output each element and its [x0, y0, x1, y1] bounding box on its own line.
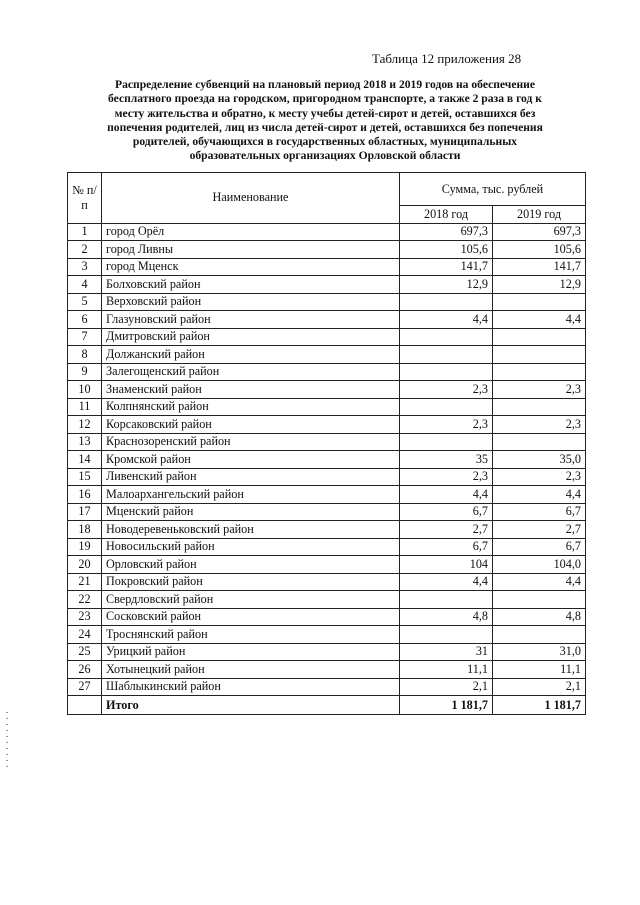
row-num: 6	[68, 311, 102, 329]
row-num: 3	[68, 258, 102, 276]
row-value-2018: 35	[400, 451, 493, 469]
header-name: Наименование	[102, 173, 400, 224]
table-caption: Таблица 12 приложения 28	[372, 51, 522, 66]
table-row	[68, 451, 586, 469]
row-value-2018	[400, 433, 493, 451]
row-value-2018	[400, 591, 493, 609]
row-value-2019: 2,3	[493, 416, 586, 434]
row-name: город Мценск	[102, 258, 400, 276]
row-num: 12	[68, 416, 102, 434]
row-value-2018: 4,8	[400, 608, 493, 626]
row-value-2018: 6,7	[400, 538, 493, 556]
row-value-2018: 2,7	[400, 521, 493, 539]
row-value-2019	[493, 346, 586, 364]
row-value-2018	[400, 293, 493, 311]
row-value-2019: 104,0	[493, 556, 586, 574]
table-row	[68, 503, 586, 521]
row-name: Верховский район	[102, 293, 400, 311]
table-row	[68, 468, 586, 486]
row-value-2019: 4,4	[493, 311, 586, 329]
row-value-2019: 141,7	[493, 258, 586, 276]
title-line: месту жительства и обратно, к месту учебы детей-сирот и детей, оставшихся без	[114, 106, 536, 120]
table-row	[68, 661, 586, 679]
row-value-2018: 4,4	[400, 311, 493, 329]
table-row	[68, 293, 586, 311]
row-value-2019	[493, 398, 586, 416]
row-value-2018: 2,3	[400, 468, 493, 486]
table-row	[68, 223, 586, 241]
row-value-2018	[400, 328, 493, 346]
row-name: Малоархангельский район	[102, 486, 400, 504]
row-name: Болховский район	[102, 276, 400, 294]
row-name: Глазуновский район	[102, 311, 400, 329]
row-value-2018	[400, 626, 493, 644]
row-num: 11	[68, 398, 102, 416]
row-name: Краснозоренский район	[102, 433, 400, 451]
title-line: попечения родителей, лиц из числа детей-сирот и детей, оставшихся без попечения	[107, 120, 543, 134]
table-row	[68, 363, 586, 381]
row-name: Свердловский район	[102, 591, 400, 609]
document-title	[70, 78, 580, 164]
row-num: 10	[68, 381, 102, 399]
row-value-2019: 4,4	[493, 573, 586, 591]
row-name: Урицкий район	[102, 643, 400, 661]
row-name: Сосковский район	[102, 608, 400, 626]
row-num: 19	[68, 538, 102, 556]
table-row	[68, 556, 586, 574]
table-row	[68, 416, 586, 434]
row-num: 20	[68, 556, 102, 574]
table-row	[68, 486, 586, 504]
table-row	[68, 328, 586, 346]
row-name: Троснянский район	[102, 626, 400, 644]
row-num: 27	[68, 678, 102, 696]
table-row	[68, 538, 586, 556]
row-value-2019	[493, 293, 586, 311]
row-value-2018: 2,1	[400, 678, 493, 696]
table-row	[68, 346, 586, 364]
header-year-2018: 2018 год	[400, 206, 493, 224]
row-value-2018: 2,3	[400, 416, 493, 434]
row-num: 14	[68, 451, 102, 469]
margin-dots	[6, 712, 8, 772]
row-name: Орловский район	[102, 556, 400, 574]
row-value-2019: 6,7	[493, 503, 586, 521]
table-row	[68, 381, 586, 399]
row-value-2018	[400, 398, 493, 416]
row-value-2018: 105,6	[400, 241, 493, 259]
row-value-2018: 11,1	[400, 661, 493, 679]
row-value-2019: 2,7	[493, 521, 586, 539]
table-row	[68, 591, 586, 609]
subvention-table	[67, 172, 586, 715]
row-name: Хотынецкий район	[102, 661, 400, 679]
row-name: Знаменский район	[102, 381, 400, 399]
row-name: город Орёл	[102, 223, 400, 241]
row-value-2019	[493, 433, 586, 451]
row-value-2018: 4,4	[400, 573, 493, 591]
row-num: 21	[68, 573, 102, 591]
row-value-2018	[400, 346, 493, 364]
row-name: Колпнянский район	[102, 398, 400, 416]
row-value-2019: 35,0	[493, 451, 586, 469]
row-num: 22	[68, 591, 102, 609]
row-value-2018: 6,7	[400, 503, 493, 521]
row-name: Дмитровский район	[102, 328, 400, 346]
row-value-2019: 4,8	[493, 608, 586, 626]
total-value-2019: 1 181,7	[493, 696, 586, 715]
row-value-2019: 2,3	[493, 381, 586, 399]
header-num: № п/п	[68, 173, 102, 224]
row-value-2019: 12,9	[493, 276, 586, 294]
row-name: Новосильский район	[102, 538, 400, 556]
row-num: 7	[68, 328, 102, 346]
row-num: 4	[68, 276, 102, 294]
row-value-2018: 4,4	[400, 486, 493, 504]
row-value-2019: 6,7	[493, 538, 586, 556]
row-value-2018: 12,9	[400, 276, 493, 294]
row-value-2018: 2,3	[400, 381, 493, 399]
table-row	[68, 311, 586, 329]
table-row	[68, 276, 586, 294]
row-num: 15	[68, 468, 102, 486]
row-value-2019	[493, 591, 586, 609]
row-name: Шаблыкинский район	[102, 678, 400, 696]
row-value-2019: 11,1	[493, 661, 586, 679]
total-value-2018: 1 181,7	[400, 696, 493, 715]
row-name: Залегощенский район	[102, 363, 400, 381]
row-num: 9	[68, 363, 102, 381]
row-value-2018: 104	[400, 556, 493, 574]
title-line: Распределение субвенций на плановый период 2018 и 2019 годов на обеспечение	[115, 78, 535, 91]
table-row	[68, 573, 586, 591]
row-value-2019: 4,4	[493, 486, 586, 504]
row-value-2018	[400, 363, 493, 381]
row-value-2019: 2,1	[493, 678, 586, 696]
row-num: 1	[68, 223, 102, 241]
title-line: родителей, обучающихся в государственных областных, муниципальных	[132, 135, 518, 149]
table-row	[68, 643, 586, 661]
table-row	[68, 433, 586, 451]
header-year-2019: 2019 год	[493, 206, 586, 224]
row-value-2019: 2,3	[493, 468, 586, 486]
row-name: Должанский район	[102, 346, 400, 364]
row-value-2018: 697,3	[400, 223, 493, 241]
table-body	[68, 223, 586, 715]
table-row	[68, 521, 586, 539]
row-value-2019	[493, 626, 586, 644]
title-line: бесплатного проезда на городском, пригородном транспорте, а также 2 раза в год к	[108, 92, 542, 106]
row-value-2019	[493, 328, 586, 346]
row-name: Кромской район	[102, 451, 400, 469]
row-value-2019	[493, 363, 586, 381]
row-num: 26	[68, 661, 102, 679]
row-name: Ливенский район	[102, 468, 400, 486]
table-row	[68, 398, 586, 416]
row-value-2019: 697,3	[493, 223, 586, 241]
row-num: 18	[68, 521, 102, 539]
row-num: 24	[68, 626, 102, 644]
row-num: 2	[68, 241, 102, 259]
total-row	[68, 696, 586, 715]
row-value-2019: 31,0	[493, 643, 586, 661]
row-value-2018: 31	[400, 643, 493, 661]
title-line: образовательных организациях Орловской области	[189, 149, 461, 163]
table-row	[68, 678, 586, 696]
table-row	[68, 626, 586, 644]
row-num: 16	[68, 486, 102, 504]
header-sum: Сумма, тыс. рублей	[400, 173, 586, 206]
row-name: город Ливны	[102, 241, 400, 259]
table-row	[68, 258, 586, 276]
table-row	[68, 241, 586, 259]
total-num	[68, 696, 102, 715]
row-value-2018: 141,7	[400, 258, 493, 276]
total-label: Итого	[102, 696, 400, 715]
row-num: 5	[68, 293, 102, 311]
row-num: 13	[68, 433, 102, 451]
table-row	[68, 608, 586, 626]
row-name: Мценский район	[102, 503, 400, 521]
row-num: 25	[68, 643, 102, 661]
row-num: 23	[68, 608, 102, 626]
row-num: 8	[68, 346, 102, 364]
row-name: Новодеревеньковский район	[102, 521, 400, 539]
row-name: Корсаковский район	[102, 416, 400, 434]
row-name: Покровский район	[102, 573, 400, 591]
row-value-2019: 105,6	[493, 241, 586, 259]
row-num: 17	[68, 503, 102, 521]
